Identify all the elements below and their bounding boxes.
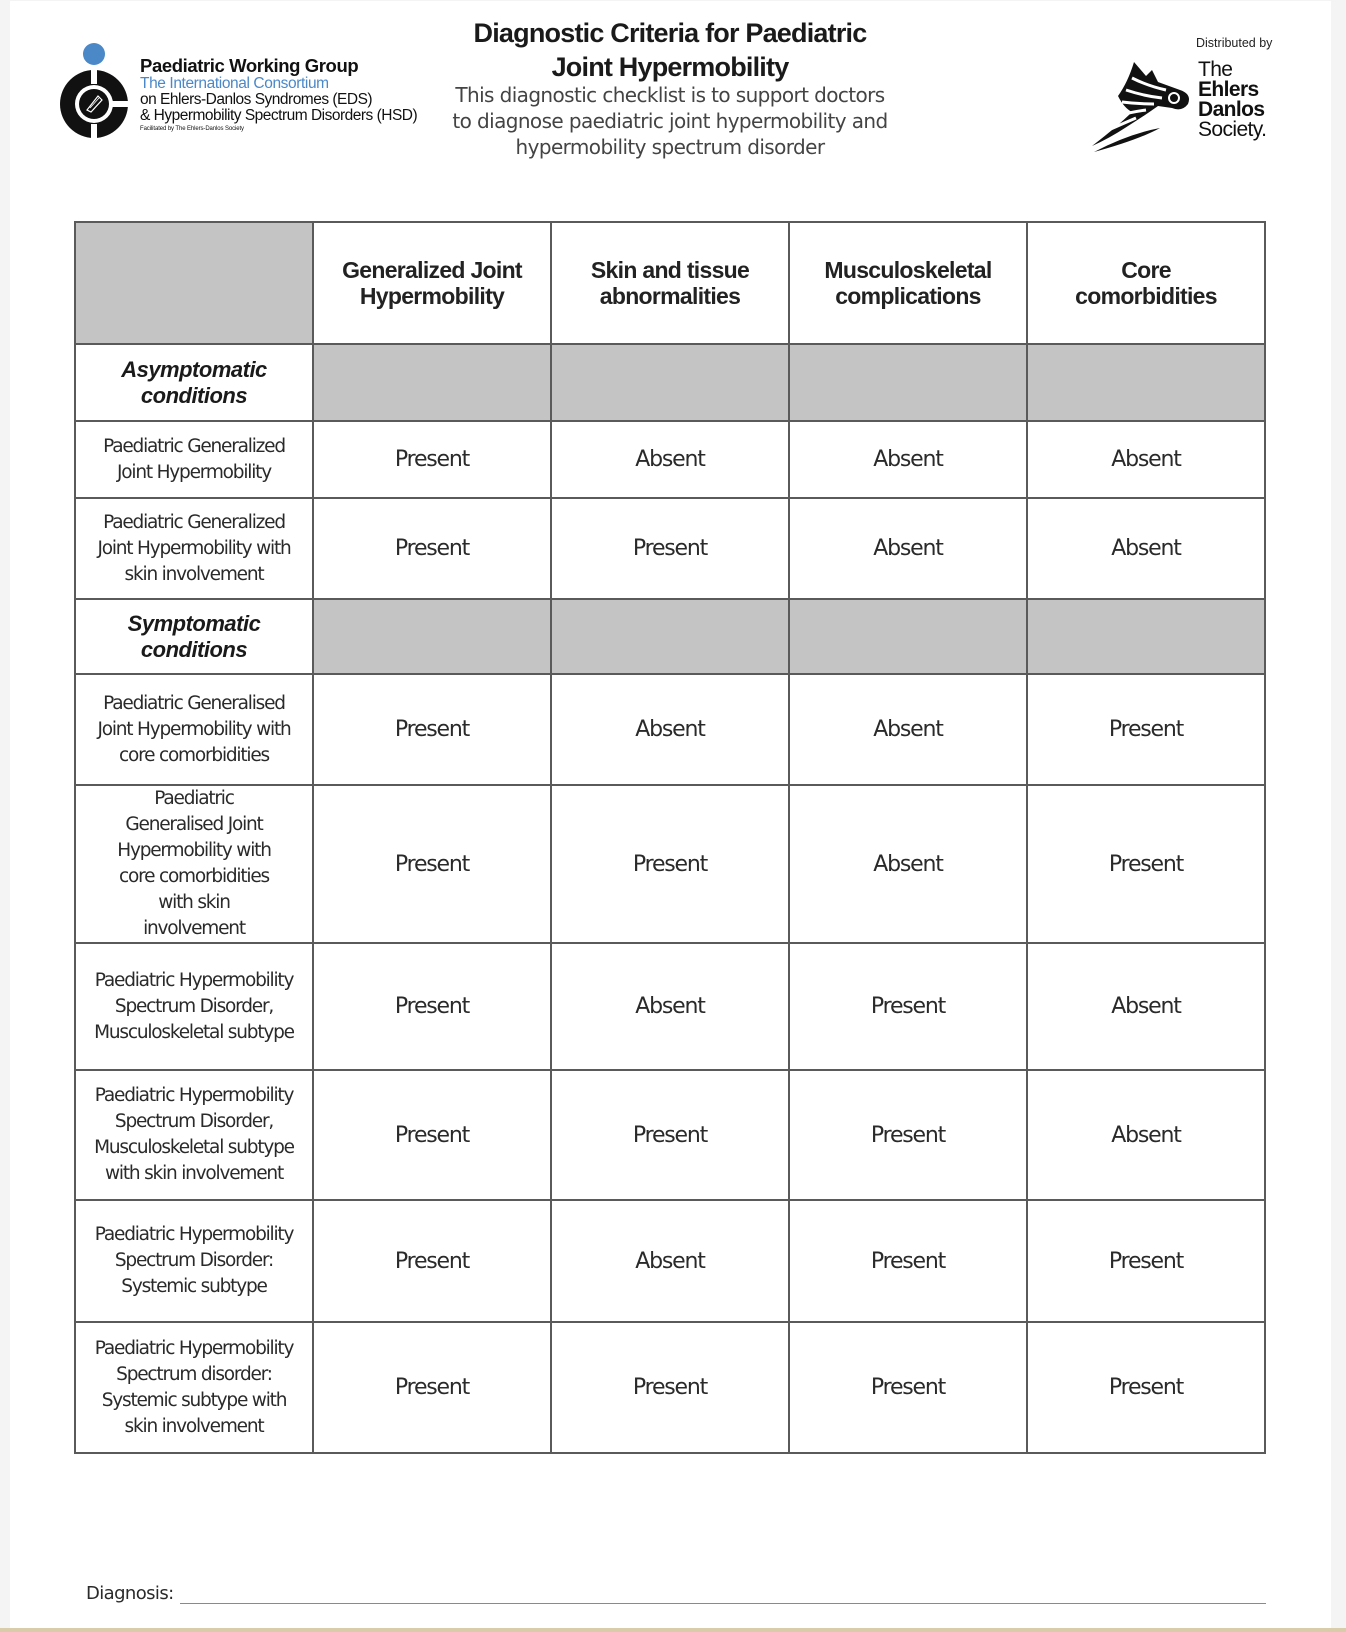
row-label: Paediatric Generalized Joint Hypermobility with skin involvement: [75, 498, 313, 599]
page-title: [440, 16, 900, 84]
row-label: Paediatric Generalized Joint Hypermobility: [75, 421, 313, 498]
cell-skin: Present: [551, 785, 789, 943]
cell-core: Absent: [1027, 498, 1265, 599]
column-header-line: Hypermobility: [359, 283, 505, 309]
cell-skin: Present: [551, 498, 789, 599]
diagnostic-criteria-table: [74, 221, 1266, 1454]
cell-musculoskeletal: Absent: [789, 498, 1027, 599]
diagnosis-field: [86, 1582, 1266, 1604]
section-row-symptomatic: [75, 599, 1265, 674]
consortium-line-hsd: & Hypermobility Spectrum Disorders (HSD): [140, 107, 418, 124]
table-row: [75, 421, 1265, 498]
cell-musculoskeletal: Present: [789, 943, 1027, 1070]
section-label-line: Symptomatic: [127, 610, 261, 636]
cell-skin: Absent: [551, 943, 789, 1070]
row-label: Paediatric Hypermobility Spectrum Disorder, Musculoskeletal subtype with skin involvement: [75, 1070, 313, 1200]
title-line-1: Diagnostic Criteria for Paediatric: [473, 18, 867, 48]
column-header-line: Generalized Joint: [342, 257, 522, 283]
section-fill-cell: [1027, 344, 1265, 421]
column-header-gjh: [313, 222, 551, 344]
table-row: [75, 1200, 1265, 1322]
row-label: Paediatric Hypermobility Spectrum Disorder: Systemic subtype: [75, 1200, 313, 1322]
column-header-musculoskeletal: [789, 222, 1027, 344]
section-fill-cell: [1027, 599, 1265, 674]
row-label: Paediatric Generalised Joint Hypermobility with core comorbidities: [75, 674, 313, 785]
cell-gjh: Present: [313, 498, 551, 599]
viewer-bottom-edge: [0, 1628, 1346, 1632]
section-row-asymptomatic: [75, 344, 1265, 421]
cell-skin: Present: [551, 1070, 789, 1200]
table-row: [75, 1070, 1265, 1200]
column-header-line: Musculoskeletal: [824, 257, 992, 283]
cell-core: Absent: [1027, 421, 1265, 498]
cell-core: Present: [1027, 785, 1265, 943]
section-fill-cell: [313, 344, 551, 421]
diagnosis-input[interactable]: [180, 1582, 1266, 1604]
row-label: Paediatric Hypermobility Spectrum Disorder, Musculoskeletal subtype: [75, 943, 313, 1070]
section-label-line: Asymptomatic: [121, 356, 267, 382]
section-label: [75, 599, 313, 674]
table-row: [75, 498, 1265, 599]
cell-musculoskeletal: Absent: [789, 785, 1027, 943]
cell-gjh: Present: [313, 674, 551, 785]
facilitated-by: Facilitated by The Ehlers-Danlos Society: [140, 126, 244, 132]
cell-gjh: Present: [313, 943, 551, 1070]
cell-core: Absent: [1027, 943, 1265, 1070]
cell-gjh: Present: [313, 1322, 551, 1453]
table-header-row: [75, 222, 1265, 344]
distributed-by-label: Distributed by: [1196, 36, 1273, 50]
cell-gjh: Present: [313, 1070, 551, 1200]
column-header-line: Skin and tissue: [590, 257, 750, 283]
header-corner-cell: [75, 222, 313, 344]
cell-musculoskeletal: Present: [789, 1070, 1027, 1200]
section-fill-cell: [789, 344, 1027, 421]
cell-core: Present: [1027, 1322, 1265, 1453]
cell-musculoskeletal: Present: [789, 1322, 1027, 1453]
wordmark-ehlers: Ehlers: [1198, 78, 1259, 101]
cell-gjh: Present: [313, 1200, 551, 1322]
cell-core: Present: [1027, 1200, 1265, 1322]
zebra-logo-icon: [1088, 56, 1192, 152]
consortium-line-eds: on Ehlers-Danlos Syndromes (EDS): [140, 91, 373, 108]
section-fill-cell: [313, 599, 551, 674]
consortium-logo-icon: [60, 42, 150, 146]
cell-musculoskeletal: Present: [789, 1200, 1027, 1322]
wordmark-the: The: [1198, 58, 1233, 81]
eds-wordmark: [1198, 60, 1266, 140]
section-label-line: conditions: [140, 382, 248, 408]
row-label: Paediatric Generalised Joint Hypermobility with core comorbidities with skin involvement: [75, 785, 313, 943]
table-row: [75, 943, 1265, 1070]
consortium-name: The International Consortium: [140, 75, 329, 92]
wordmark-danlos: Danlos: [1198, 98, 1265, 121]
column-header-core-comorbidities: [1027, 222, 1265, 344]
section-fill-cell: [551, 599, 789, 674]
column-header-skin: [551, 222, 789, 344]
cell-skin: Absent: [551, 421, 789, 498]
cell-gjh: Present: [313, 421, 551, 498]
column-header-line: complications: [835, 283, 981, 309]
column-header-line: Core: [1121, 257, 1171, 283]
diagnosis-label: Diagnosis:: [86, 1583, 174, 1604]
cell-core: Absent: [1027, 1070, 1265, 1200]
table-row: [75, 785, 1265, 943]
table-row: [75, 674, 1265, 785]
section-fill-cell: [551, 344, 789, 421]
wordmark-society: Society.: [1198, 118, 1267, 141]
row-label: Paediatric Hypermobility Spectrum disorder: Systemic subtype with skin involvement: [75, 1322, 313, 1453]
document-header: [440, 16, 900, 160]
section-label: [75, 344, 313, 421]
subtitle-line-1: This diagnostic checklist is to support doctors: [455, 83, 885, 107]
title-line-2: Joint Hypermobility: [551, 52, 789, 82]
section-label-line: conditions: [140, 636, 248, 662]
subtitle-line-3: hypermobility spectrum disorder: [515, 135, 825, 159]
cell-skin: Absent: [551, 674, 789, 785]
cell-skin: Present: [551, 1322, 789, 1453]
page-subtitle: [440, 82, 900, 160]
table-row: [75, 1322, 1265, 1453]
cell-skin: Absent: [551, 1200, 789, 1322]
working-group-title: Paediatric Working Group: [140, 55, 359, 76]
working-group-text: [140, 56, 440, 134]
column-header-line: comorbidities: [1075, 283, 1217, 309]
cell-musculoskeletal: Absent: [789, 674, 1027, 785]
cell-core: Present: [1027, 674, 1265, 785]
section-fill-cell: [789, 599, 1027, 674]
subtitle-line-2: to diagnose paediatric joint hypermobility and: [452, 109, 888, 133]
cell-musculoskeletal: Absent: [789, 421, 1027, 498]
column-header-line: abnormalities: [599, 283, 741, 309]
cell-gjh: Present: [313, 785, 551, 943]
